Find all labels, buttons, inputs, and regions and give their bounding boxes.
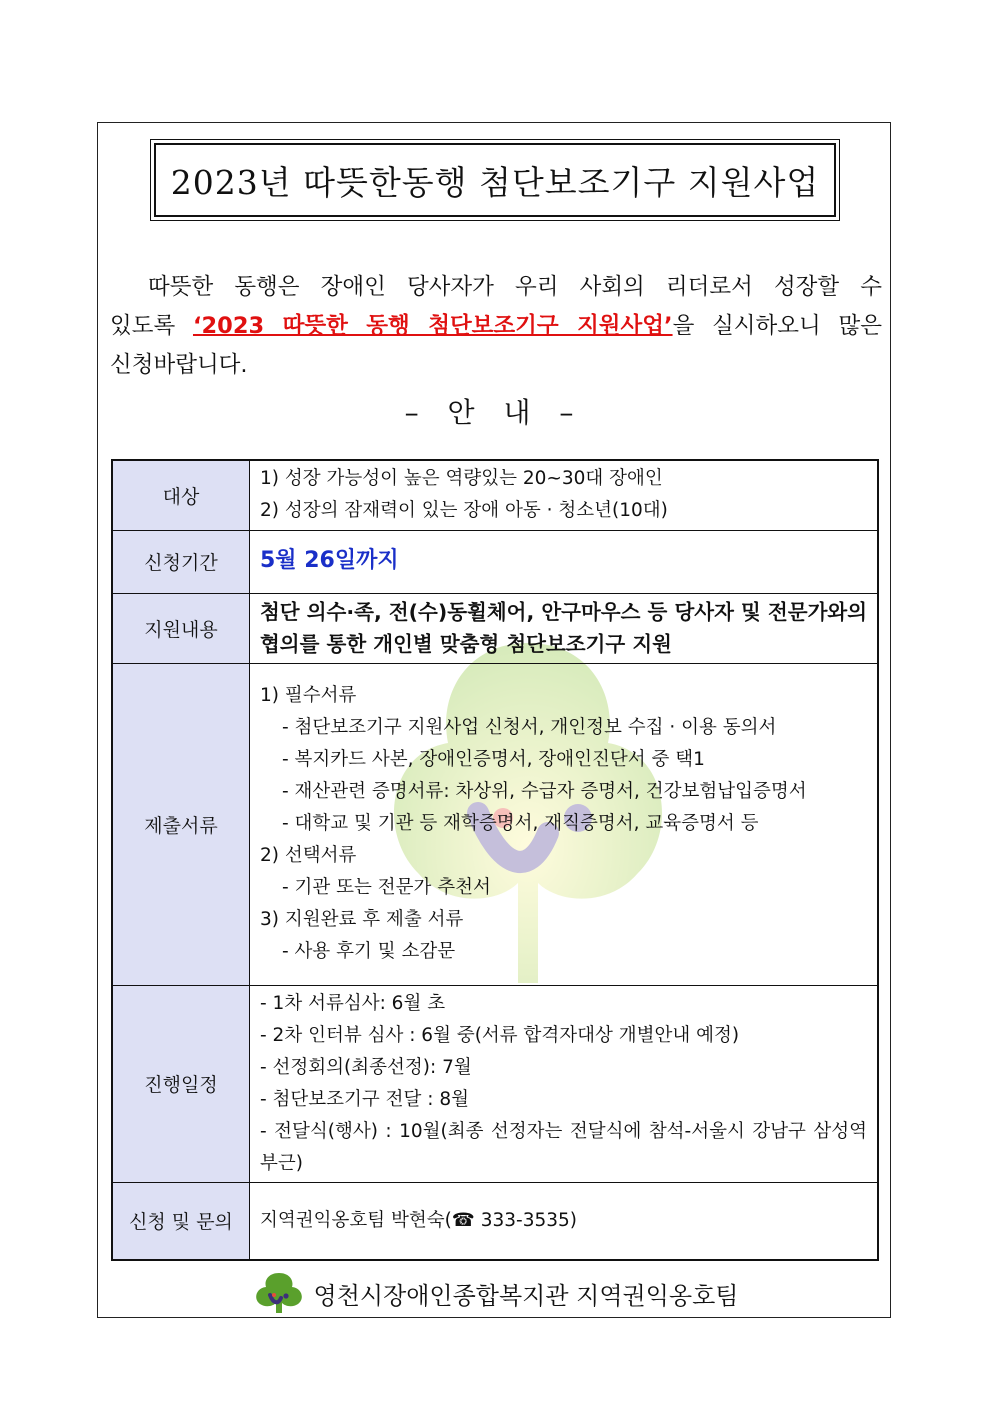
- notice-heading: – 안 내 –: [404, 396, 584, 429]
- label-contact: 신청 및 문의: [112, 1182, 250, 1260]
- document-frame: [97, 122, 891, 1318]
- doc-line: - 재산관련 증명서류: 차상위, 수급자 증명서, 건강보험납입증명서: [282, 781, 807, 802]
- label-target: 대상: [112, 460, 250, 530]
- intro-paragraph: [110, 268, 882, 385]
- intro-line-1: 따뜻한 동행은 장애인 당사자가 우리 사회의 리더로서 성장할 수: [148, 274, 882, 300]
- page-title: 2023년 따뜻한동행 첨단보조기구 지원사업: [154, 143, 836, 217]
- value-schedule: [250, 985, 879, 1182]
- intro-line-2: [110, 307, 882, 346]
- row-target: [112, 460, 878, 530]
- target-item-2: 2) 성장의 잠재력이 있는 장애 아동 · 청소년(10대): [260, 500, 668, 522]
- program-name-highlight: ‘2023 따뜻한 동행 첨단보조기구 지원사업’: [192, 313, 673, 339]
- title-box: [150, 139, 840, 221]
- doc-line: 3) 지원완료 후 제출 서류: [260, 909, 464, 930]
- schedule-line: - 선정회의(최종선정): 7월: [260, 1056, 472, 1078]
- value-target: [250, 460, 879, 530]
- schedule-line: - 1차 서류심사: 6월 초: [260, 992, 446, 1014]
- doc-line: 2) 선택서류: [260, 845, 357, 866]
- row-support: [112, 593, 878, 663]
- info-table: [111, 459, 879, 1261]
- doc-line: - 대학교 및 기관 등 재학증명서, 재직증명서, 교육증명서 등: [282, 813, 759, 834]
- doc-line: 1) 필수서류: [260, 685, 357, 706]
- row-documents: [112, 663, 878, 985]
- label-documents: 제출서류: [112, 663, 250, 985]
- value-documents: [250, 663, 879, 985]
- row-period: [112, 530, 878, 593]
- organization-logo-icon: [250, 1271, 308, 1315]
- doc-line: - 첨단보조기구 지원사업 신청서, 개인정보 수집 · 이용 동의서: [282, 717, 777, 738]
- schedule-line: - 2차 인터뷰 심사 : 6월 중(서류 합격자대상 개별안내 예정): [260, 1024, 740, 1046]
- value-support: 첨단 의수·족, 전(수)동휠체어, 안구마우스 등 당사자 및 전문가와의 협의를 통한 개인별 맞춤형 첨단보조기구 지원: [250, 593, 879, 663]
- doc-line: - 사용 후기 및 소감문: [282, 941, 456, 962]
- row-contact: [112, 1182, 878, 1260]
- intro-line-2-post: 을 실시하오니 많은: [672, 313, 882, 339]
- label-schedule: 진행일정: [112, 985, 250, 1182]
- doc-line: - 복지카드 사본, 장애인증명서, 장애인진단서 중 택1: [282, 749, 705, 770]
- doc-line: - 기관 또는 전문가 추천서: [282, 877, 491, 898]
- intro-line-3: 신청바랍니다.: [110, 352, 248, 378]
- footer-organization: 영천시장애인종합복지관 지역권익옹호팀: [313, 1281, 739, 1310]
- intro-line-2-pre: 있도록: [110, 313, 193, 339]
- row-schedule: [112, 985, 878, 1182]
- label-period: 신청기간: [112, 530, 250, 593]
- footer: [98, 1271, 890, 1315]
- value-contact: 지역권익옹호팀 박현숙(☎ 333-3535): [250, 1182, 879, 1260]
- schedule-line: - 첨단보조기구 전달 : 8월: [260, 1088, 470, 1110]
- target-item-1: 1) 성장 가능성이 높은 역량있는 20~30대 장애인: [260, 468, 663, 490]
- schedule-line: - 전달식(행사) : 10월(최종 선정자는 전달식에 참석-서울시 강남구 삼성역 부근): [260, 1120, 867, 1174]
- value-period: 5월 26일까지: [260, 548, 399, 573]
- label-support: 지원내용: [112, 593, 250, 663]
